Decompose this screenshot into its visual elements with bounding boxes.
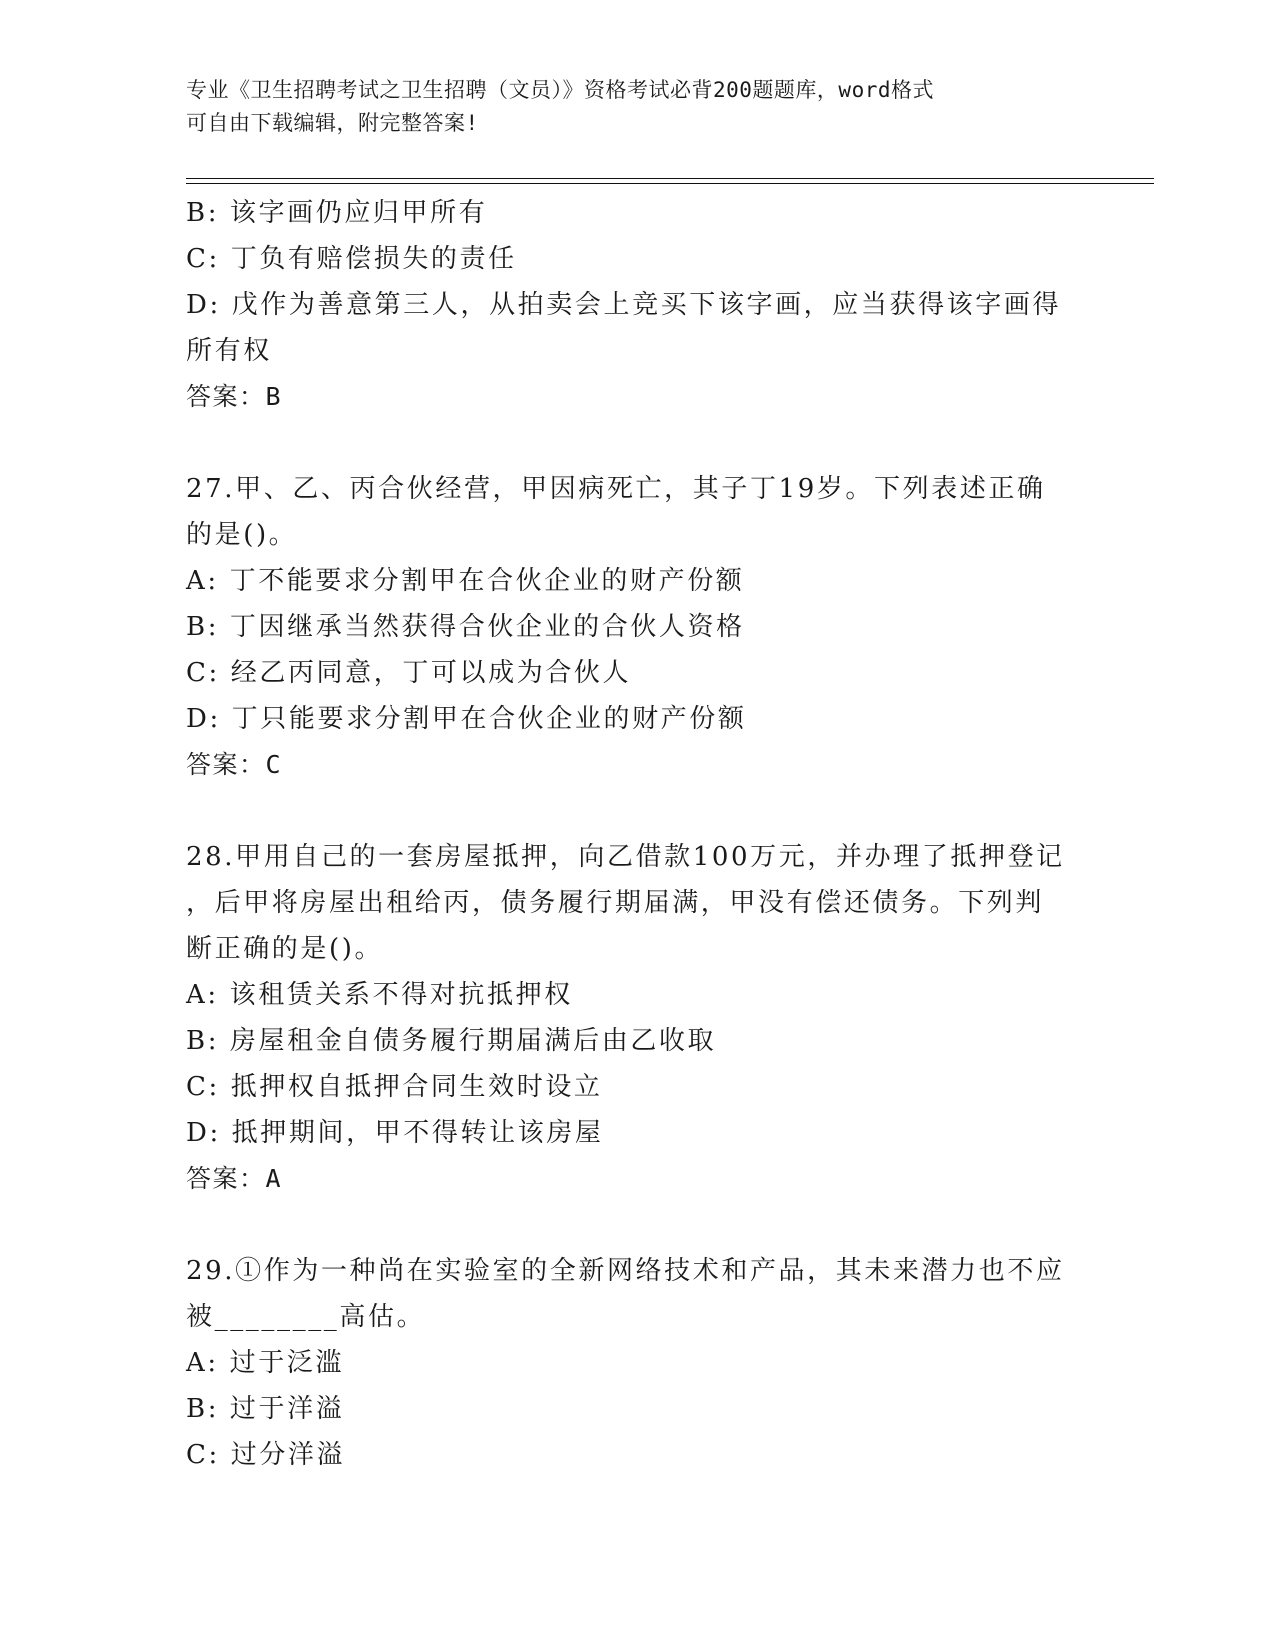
q27-stem-line-2: 的是()。 (186, 520, 298, 550)
q28-stem-line-3: 断正确的是()。 (186, 934, 384, 964)
question-29 (186, 1248, 1086, 1478)
q26-option-d-line-2: 所有权 (186, 336, 272, 366)
q28-answer-value: A (265, 1164, 283, 1193)
header-title-line-2: 可自由下载编辑，附完整答案! (186, 111, 479, 135)
q29-stem-line-1: 29.①作为一种尚在实验室的全新网络技术和产品，其未来潜力也不应 (186, 1256, 1065, 1286)
q27-option-c: C: 经乙丙同意，丁可以成为合伙人 (186, 658, 632, 688)
q28-option-c: C: 抵押权自抵押合同生效时设立 (186, 1072, 603, 1102)
q26-option-b: B: 该字画仍应归甲所有 (186, 198, 488, 228)
q27-option-b: B: 丁因继承当然获得合伙企业的合伙人资格 (186, 612, 745, 642)
q27-stem-line-1: 27.甲、乙、丙合伙经营，甲因病死亡，其子丁19岁。下列表述正确 (186, 474, 1046, 504)
q27-answer-value: C (265, 750, 283, 779)
q27-option-a: A: 丁不能要求分割甲在合伙企业的财产份额 (186, 566, 745, 596)
q26-option-c: C: 丁负有赔偿损失的责任 (186, 244, 517, 274)
question-content (186, 190, 1086, 1478)
q28-stem-line-2: ，后甲将房屋出租给丙，债务履行期届满，甲没有偿还债务。下列判 (186, 888, 1045, 918)
q28-answer-label: 答案： (186, 1164, 266, 1193)
q27-answer (186, 742, 1086, 788)
question-26-tail (186, 190, 1086, 420)
q26-answer (186, 374, 1086, 420)
q28-option-d: D: 抵押期间，甲不得转让该房屋 (186, 1118, 604, 1148)
q26-answer-value: B (265, 382, 283, 411)
document-header (186, 74, 1066, 140)
q27-option-d: D: 丁只能要求分割甲在合伙企业的财产份额 (186, 704, 747, 734)
q29-option-c: C: 过分洋溢 (186, 1440, 346, 1470)
spacer (186, 1202, 1086, 1248)
q26-answer-label: 答案： (186, 382, 266, 411)
q28-stem-line-1: 28.甲用自己的一套房屋抵押，向乙借款100万元，并办理了抵押登记 (186, 842, 1065, 872)
q26-option-d-line-1: D: 戊作为善意第三人，从拍卖会上竞买下该字画，应当获得该字画得 (186, 290, 1062, 320)
q28-option-b: B: 房屋租金自债务履行期届满后由乙收取 (186, 1026, 717, 1056)
q28-option-a: A: 该租赁关系不得对抗抵押权 (186, 980, 573, 1010)
question-27 (186, 466, 1086, 788)
q29-stem-line-2: 被________高估。 (186, 1302, 426, 1332)
spacer (186, 788, 1086, 834)
header-title-line-1: 专业《卫生招聘考试之卫生招聘（文员）》资格考试必背200题题库，word格式 (186, 78, 934, 102)
q28-answer (186, 1156, 1086, 1202)
question-28 (186, 834, 1086, 1202)
header-rule-top (186, 178, 1154, 179)
q27-answer-label: 答案： (186, 750, 266, 779)
q29-option-a: A: 过于泛滥 (186, 1348, 345, 1378)
spacer (186, 420, 1086, 466)
q29-option-b: B: 过于洋溢 (186, 1394, 345, 1424)
header-rule-bottom (186, 183, 1154, 184)
